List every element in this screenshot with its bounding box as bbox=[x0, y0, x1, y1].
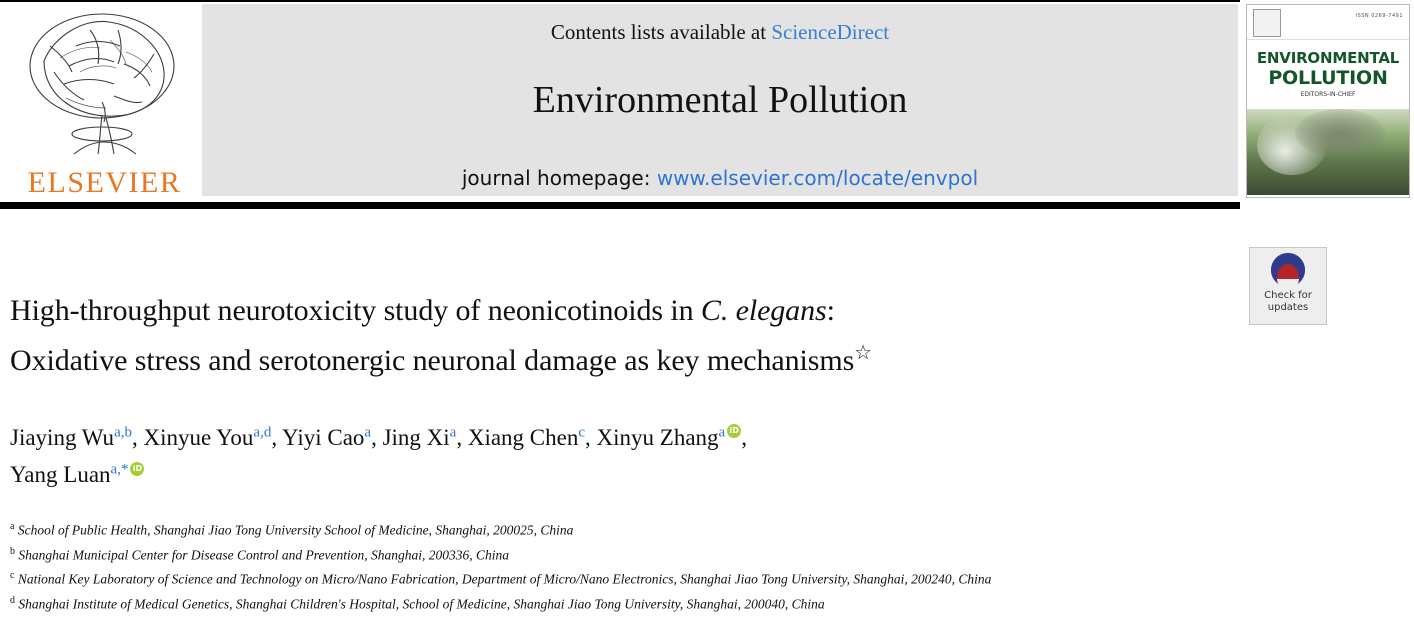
homepage-prefix: journal homepage: bbox=[461, 166, 657, 190]
author-entry[interactable] bbox=[10, 425, 143, 450]
author-entry[interactable] bbox=[10, 462, 144, 487]
author-entry[interactable] bbox=[143, 425, 282, 450]
author-list bbox=[10, 416, 1220, 491]
affiliation-item bbox=[10, 517, 1220, 540]
check-for-updates-badge[interactable] bbox=[1249, 247, 1327, 325]
author-entry[interactable] bbox=[383, 425, 468, 450]
article-header bbox=[10, 230, 1220, 615]
author-entry[interactable] bbox=[282, 425, 383, 450]
author-affiliation-marks: c bbox=[578, 424, 586, 440]
affiliation-item bbox=[10, 591, 1220, 614]
affiliation-list bbox=[10, 517, 1220, 613]
author-name: Jiaying Wu bbox=[10, 424, 115, 450]
masthead-top-rule bbox=[0, 0, 1240, 2]
affiliation-text: National Key Laboratory of Science and Technology on Micro/Nano Fabrication, Department of Micro/Nano Electronics, Shanghai Jiao Tong University, Shanghai, 200240, China bbox=[17, 571, 992, 587]
affiliation-item bbox=[10, 542, 1220, 565]
affiliation-mark: c bbox=[10, 570, 15, 582]
affiliation-mark: a bbox=[10, 521, 15, 533]
cover-photo bbox=[1247, 109, 1409, 195]
author-name: Xiang Chen bbox=[467, 424, 579, 450]
affiliation-item bbox=[10, 566, 1220, 589]
cover-mini-logo-icon bbox=[1253, 9, 1281, 37]
author-separator: , bbox=[741, 424, 747, 450]
title-segment-2: Oxidative stress and serotonergic neuronal damage as key mechanisms bbox=[10, 344, 855, 377]
title-footnote-star: ☆ bbox=[854, 342, 872, 364]
cover-issn-text: ISSN 0269-7491 bbox=[1355, 13, 1403, 19]
crossmark-icon bbox=[1271, 253, 1305, 287]
author-affiliation-marks: a bbox=[449, 424, 457, 440]
contents-lists-prefix: Contents lists available at bbox=[550, 20, 772, 44]
author-name: Jing Xi bbox=[382, 424, 450, 450]
affiliation-text: Shanghai Institute of Medical Genetics, Shanghai Children's Hospital, School of Medicine, Shanghai Jiao Tong University, Shanghai, 200040, China bbox=[18, 596, 825, 612]
author-name: Xinyue You bbox=[143, 424, 254, 450]
journal-cover-thumbnail bbox=[1246, 4, 1410, 198]
author-affiliation-marks: a bbox=[364, 424, 372, 440]
author-name: Yiyi Cao bbox=[281, 424, 365, 450]
author-affiliation-marks: a,b bbox=[114, 424, 132, 440]
check-for-updates-line2: updates bbox=[1267, 302, 1309, 313]
page-title bbox=[10, 290, 1220, 382]
masthead-bottom-rule bbox=[0, 202, 1240, 209]
title-segment-1: High-throughput neurotoxicity study of neonicotinoids in bbox=[10, 294, 701, 327]
cover-title-line1: ENVIRONMENTAL bbox=[1256, 49, 1400, 67]
author-separator: , bbox=[131, 424, 144, 450]
elsevier-wordmark: ELSEVIER bbox=[27, 166, 182, 199]
elsevier-tree-icon bbox=[14, 6, 194, 166]
journal-homepage-link[interactable]: www.elsevier.com/locate/envpol bbox=[656, 166, 979, 190]
orcid-icon[interactable] bbox=[727, 424, 741, 438]
author-separator: , bbox=[271, 424, 282, 450]
check-for-updates-line1: Check for bbox=[1264, 290, 1312, 301]
author-affiliation-marks: a,d bbox=[253, 424, 272, 440]
affiliation-text: School of Public Health, Shanghai Jiao Tong University School of Medicine, Shanghai, 200025, China bbox=[17, 522, 574, 538]
title-species-italic: C. elegans bbox=[700, 294, 827, 327]
cover-title-line2: POLLUTION bbox=[1268, 67, 1388, 89]
sciencedirect-link[interactable]: ScienceDirect bbox=[771, 20, 890, 44]
author-affiliation-marks: a,* bbox=[110, 461, 129, 478]
author-name: Xinyu Zhang bbox=[596, 424, 719, 450]
author-entry[interactable] bbox=[597, 425, 747, 450]
journal-band bbox=[202, 4, 1238, 196]
journal-masthead bbox=[0, 0, 1414, 200]
journal-homepage-line bbox=[202, 166, 1238, 190]
orcid-icon[interactable] bbox=[130, 462, 144, 476]
check-for-updates-label bbox=[1250, 290, 1326, 314]
author-entry[interactable] bbox=[468, 425, 597, 450]
author-separator: , bbox=[456, 424, 468, 450]
author-separator: , bbox=[585, 424, 597, 450]
affiliation-mark: b bbox=[10, 545, 15, 557]
affiliation-text: Shanghai Municipal Center for Disease Control and Prevention, Shanghai, 200336, China bbox=[18, 547, 509, 563]
author-separator: , bbox=[371, 424, 383, 450]
cover-photo-smoke-right bbox=[1295, 109, 1385, 157]
author-name: Yang Luan bbox=[10, 462, 111, 488]
author-affiliation-marks: a bbox=[718, 424, 726, 440]
affiliation-mark: d bbox=[10, 594, 15, 606]
title-segment-colon: : bbox=[826, 294, 835, 327]
crossmark-cut-shape bbox=[1277, 279, 1299, 288]
journal-title: Environmental Pollution bbox=[532, 79, 908, 121]
cover-editors-label: EDITORS-IN-CHIEF bbox=[1300, 91, 1356, 98]
elsevier-logo bbox=[8, 6, 198, 199]
contents-lists-line bbox=[202, 20, 1238, 45]
